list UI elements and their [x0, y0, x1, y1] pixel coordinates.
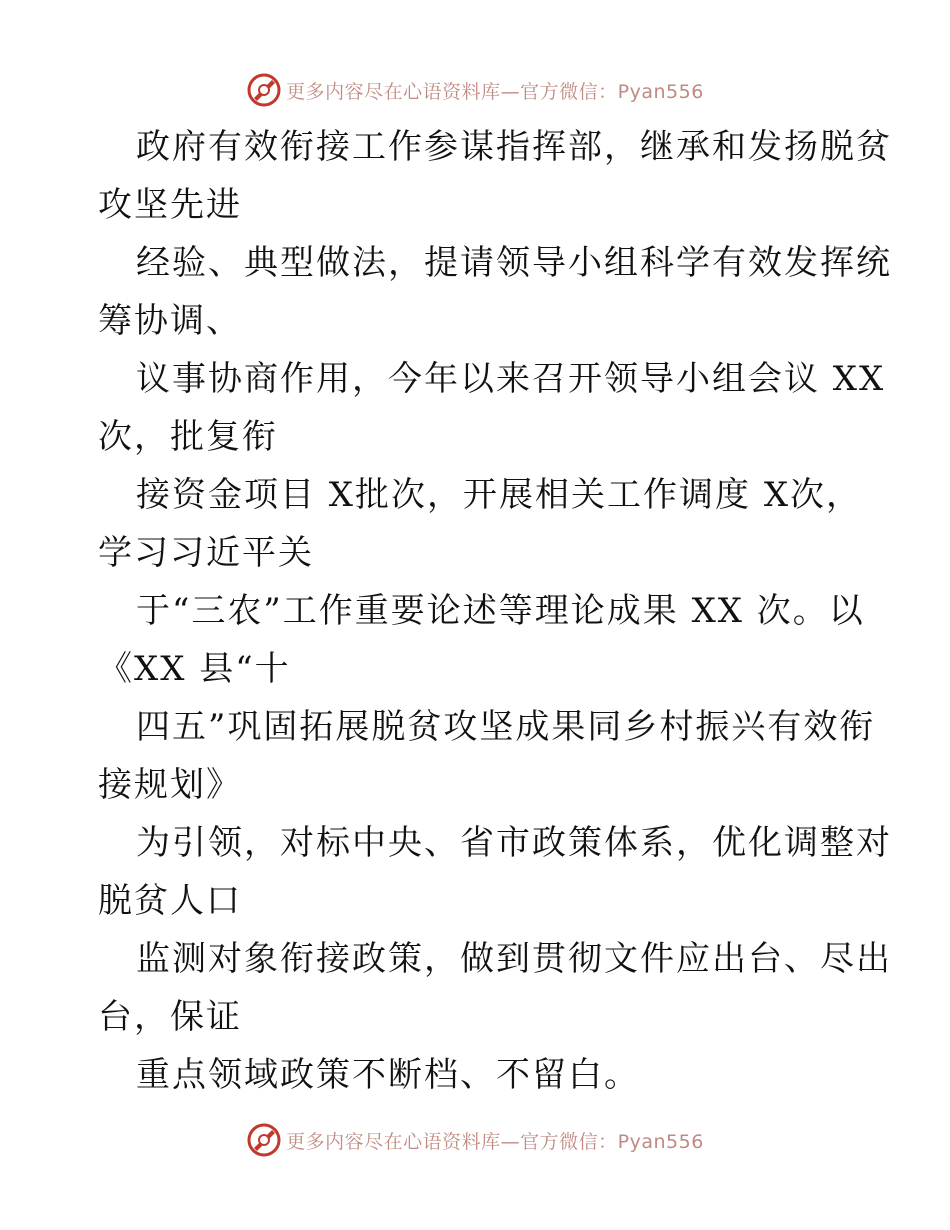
paragraph-line: 《XX 县“十	[98, 649, 291, 689]
paragraph-line: 重点领域政策不断档、不留白。	[136, 1055, 640, 1095]
red-circle-logo-icon	[246, 1122, 282, 1158]
footer-banner-text: 更多内容尽在心语资料库—官方微信：Pyan556	[286, 1130, 704, 1153]
paragraph-line: 于“三农”工作重要论述等理论成果 XX 次。以	[136, 591, 865, 631]
paragraph-line: 筹协调、	[98, 301, 242, 341]
paragraph-line: 为引领，对标中央、省市政策体系，优化调整对	[136, 823, 892, 863]
footer-banner	[0, 1120, 950, 1160]
paragraph-line: 学习习近平关	[98, 533, 314, 573]
header-banner-text: 更多内容尽在心语资料库—官方微信：Pyan556	[286, 80, 704, 103]
paragraph-line: 次，批复衔	[98, 417, 278, 457]
paragraph-line: 攻坚先进	[98, 185, 242, 225]
document-body	[98, 118, 892, 1104]
paragraph-line: 接规划》	[98, 765, 242, 805]
red-circle-logo-icon	[246, 72, 282, 108]
paragraph-line: 台，保证	[98, 997, 242, 1037]
paragraph-line: 四五”巩固拓展脱贫攻坚成果同乡村振兴有效衔	[136, 707, 876, 747]
paragraph-line: 接资金项目 X批次，开展相关工作调度 X次，	[136, 475, 863, 515]
header-banner	[0, 70, 950, 110]
paragraph-line: 政府有效衔接工作参谋指挥部，继承和发扬脱贫	[136, 127, 892, 167]
paragraph-line: 议事协商作用，今年以来召开领导小组会议 XX	[136, 359, 886, 399]
paragraph-line: 监测对象衔接政策，做到贯彻文件应出台、尽出	[136, 939, 892, 979]
paragraph-line: 经验、典型做法，提请领导小组科学有效发挥统	[136, 243, 892, 283]
paragraph-line: 脱贫人口	[98, 881, 242, 921]
